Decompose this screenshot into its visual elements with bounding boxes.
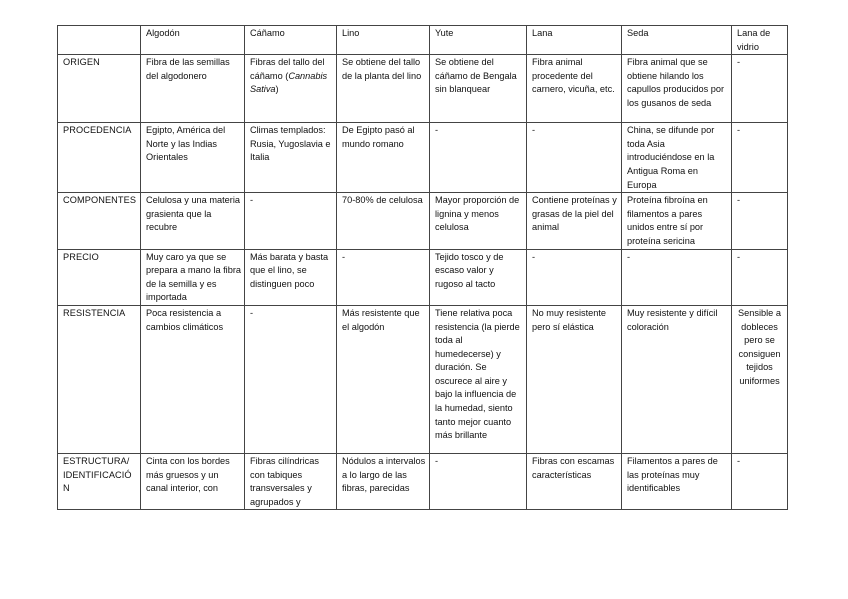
table-cell: Cinta con los bordes más gruesos y un canal interior, con [141,453,245,509]
table-cell: Muy caro ya que se prepara a mano la fibra de la semilla y es importada [141,249,245,305]
table-header-row [58,26,788,55]
table-cell: - [337,249,430,305]
header-cell-lana: Lana [527,26,622,55]
table-cell: Celulosa y una materia grasienta que la recubre [141,193,245,249]
header-cell-lino: Lino [337,26,430,55]
table-cell: - [732,55,788,123]
table-row [58,123,788,193]
table-cell: Sensible a dobleces pero se consiguen tejidos uniformes [732,305,788,453]
table-cell: Climas templados: Rusia, Yugoslavia e Italia [245,123,337,193]
table-row [58,193,788,249]
table-cell: Se obtiene del tallo de la planta del lino [337,55,430,123]
table-cell: Fibras cilíndricas con tabiques transversales y agrupados y [245,453,337,509]
table-cell: Tejido tosco y de escaso valor y rugoso al tacto [430,249,527,305]
header-cell-canamo: Cáñamo [245,26,337,55]
table-cell: 70-80% de celulosa [337,193,430,249]
header-cell-yute: Yute [430,26,527,55]
row-label-componentes: COMPONENTES [58,193,141,249]
table-cell: Fibra animal procedente del carnero, vicuña, etc. [527,55,622,123]
table-cell: Más resistente que el algodón [337,305,430,453]
table-cell: - [430,123,527,193]
table-cell: - [245,305,337,453]
table-cell: - [732,123,788,193]
table-cell: Fibra animal que se obtiene hilando los capullos producidos por los gusanos de seda [622,55,732,123]
header-cell-empty [58,26,141,55]
header-cell-seda: Seda [622,26,732,55]
table-cell: - [732,249,788,305]
table-cell: Proteína fibroína en filamentos a pares unidos entre sí por proteína sericina [622,193,732,249]
table-cell-text: Fibras del tallo del cáñamo (Cannabis Sativa) [250,57,328,95]
table-cell: Más barata y basta que el lino, se distinguen poco [245,249,337,305]
table-cell: - [245,193,337,249]
table-cell: Fibras con escamas características [527,453,622,509]
header-cell-lana-de-vidrio: Lana de vidrio [732,26,788,55]
table-cell: Filamentos a pares de las proteínas muy identificables [622,453,732,509]
table-cell: Poca resistencia a cambios climáticos [141,305,245,453]
row-label-origen: ORIGEN [58,55,141,123]
table-cell: - [732,453,788,509]
table-cell: - [527,249,622,305]
scientific-name: Cannabis Sativa [250,70,328,95]
row-label-precio: PRECIO [58,249,141,305]
table-cell: Muy resistente y difícil coloración [622,305,732,453]
table-cell-italic [245,55,337,123]
table-row [58,453,788,509]
table-cell: - [527,123,622,193]
table-cell: No muy resistente pero sí elástica [527,305,622,453]
table-cell: Tiene relativa poca resistencia (la pierde toda al humedecerse) y duración. Se oscurece al aire y bajo la influencia de la humedad, siento tanto mejor cuanto más brillante [430,305,527,453]
table-cell: Mayor proporción de lignina y menos celulosa [430,193,527,249]
fiber-comparison-table [57,25,788,510]
table-row [58,305,788,453]
row-label-estructura: ESTRUCTURA/ IDENTIFICACIÓN [58,453,141,509]
table-cell: - [622,249,732,305]
table-cell: - [732,193,788,249]
row-label-procedencia: PROCEDENCIA [58,123,141,193]
table-row [58,249,788,305]
table-row [58,55,788,123]
table-cell: Contiene proteínas y grasas de la piel del animal [527,193,622,249]
row-label-resistencia: RESISTENCIA [58,305,141,453]
table-cell: Egipto, América del Norte y las Indias Orientales [141,123,245,193]
table-cell: Nódulos a intervalos a lo largo de las fibras, parecidas [337,453,430,509]
table-cell: De Egipto pasó al mundo romano [337,123,430,193]
table-cell: China, se difunde por toda Asia introduciéndose en la Antigua Roma en Europa [622,123,732,193]
header-cell-algodon: Algodón [141,26,245,55]
table-cell: Fibra de las semillas del algodonero [141,55,245,123]
table-cell: - [430,453,527,509]
table-cell: Se obtiene del cáñamo de Bengala sin blanquear [430,55,527,123]
